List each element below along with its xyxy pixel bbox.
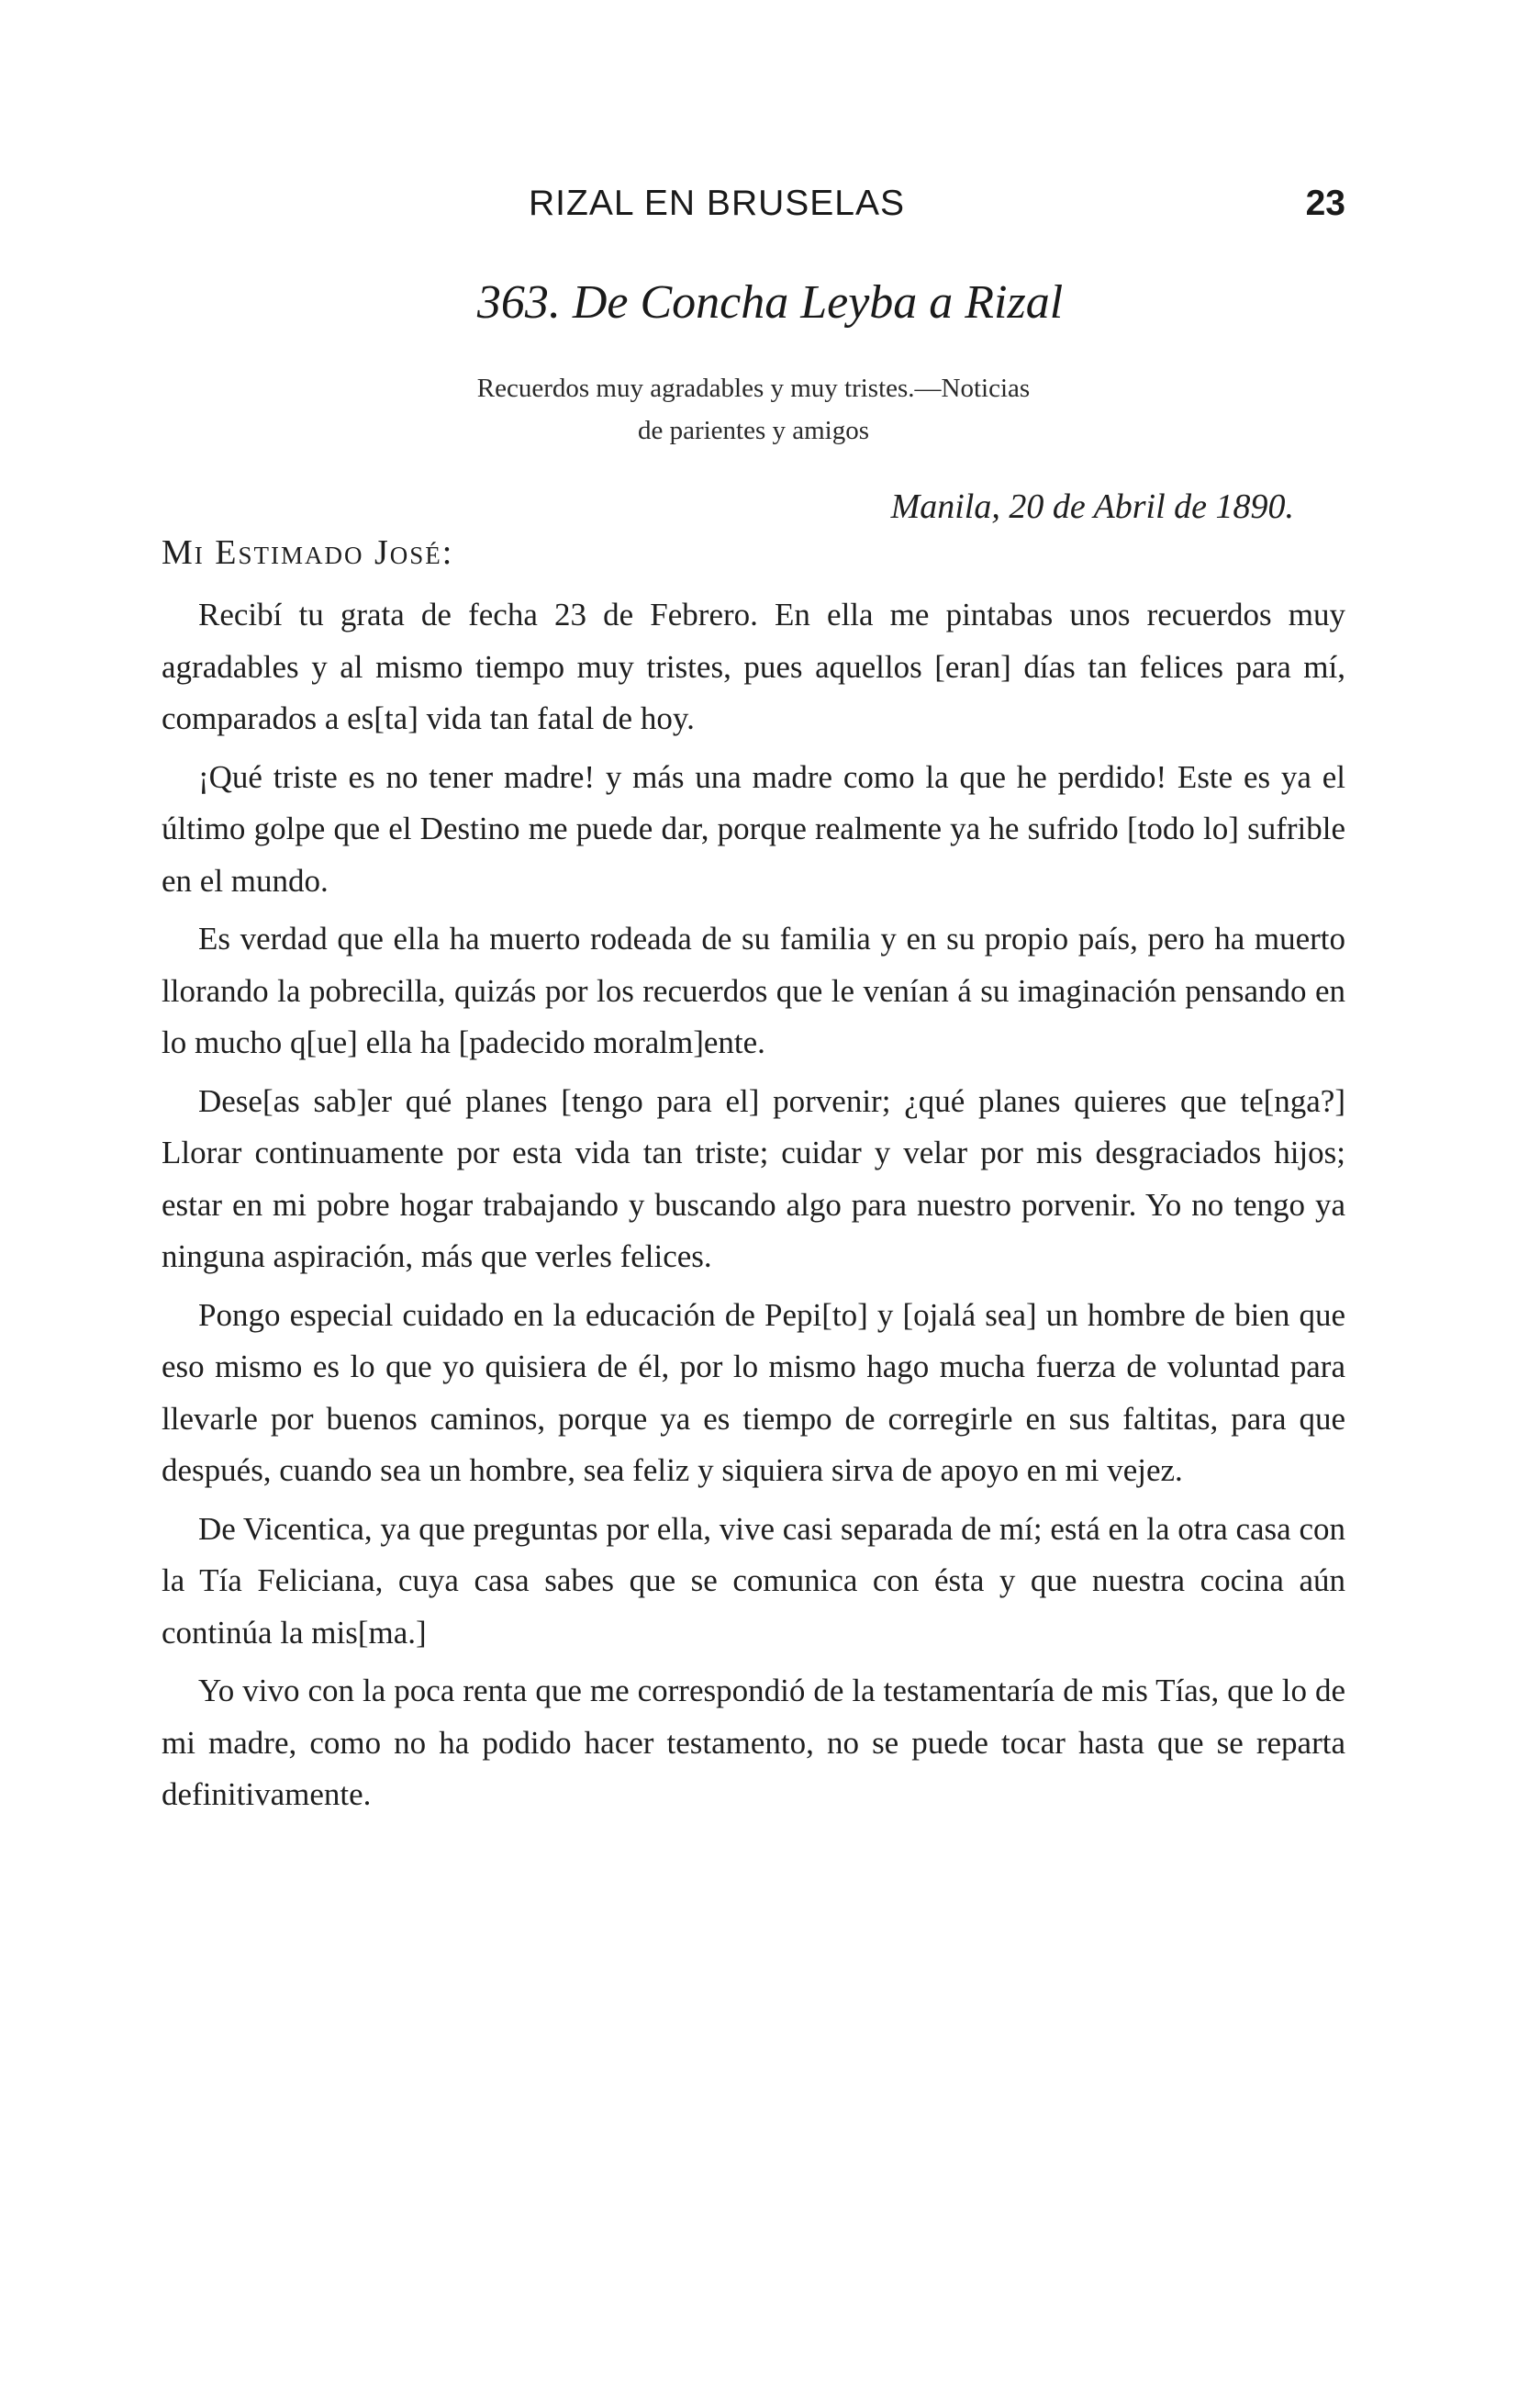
- paragraph: ¡Qué triste es no tener madre! y más una madre como la que he perdido! Este es ya el último golpe que el Destino me puede dar, porque realmente ya he sufrido [todo lo] sufrible en el mundo.: [162, 758, 1345, 899]
- running-head: [162, 184, 1345, 239]
- letter-number: 363.: [476, 276, 561, 329]
- running-title: RIZAL EN BRUSELAS: [529, 184, 906, 223]
- letter-body: [162, 589, 1345, 1828]
- salutation: Mi Estimado José:: [162, 533, 454, 572]
- paragraph: Dese[as sab]er qué planes [tengo para el] porvenir; ¿qué planes quieres que te[nga?] Llorar continuamente por esta vida tan triste; cuidar y velar por mis desgraciados hijos; estar en mi pobre hogar trabajando y buscando algo para nuestro porvenir. Yo no tengo ya ninguna aspiración, más que verles felices.: [162, 1082, 1345, 1274]
- paragraph: Yo vivo con la poca renta que me correspondió de la testamentaría de mis Tías, que lo de mi madre, como no ha podido hacer testamento, no se puede tocar hasta que se reparta definitivamente.: [162, 1673, 1345, 1812]
- summary-line: de parientes y amigos: [637, 416, 870, 445]
- letter-title: De Concha Leyba a Rizal: [572, 276, 1064, 329]
- paragraph: Recibí tu grata de fecha 23 de Febrero. En ella me pintabas unos recuerdos muy agradables y al mismo tiempo muy tristes, pues aquellos [eran] días tan felices para mí, comparados a es[ta] vida tan fatal de hoy.: [162, 597, 1345, 736]
- paragraph: Es verdad que ella ha muerto rodeada de su familia y en su propio país, pero ha muerto llorando la pobrecilla, quizás por los recuerdos que le venían á su imaginación pensando en lo mucho q[ue] ella ha [padecido moralm]ente.: [162, 921, 1345, 1060]
- summary-line: Recuerdos muy agradables y muy tristes.—Noticias: [476, 374, 1031, 403]
- letter-heading: [0, 275, 1540, 330]
- paragraph: De Vicentica, ya que preguntas por ella, vive casi separada de mí; está en la otra casa con la Tía Feliciana, cuya casa sabes que se comunica con ésta y que nuestra cocina aún continúa la mis[ma.]: [162, 1510, 1345, 1651]
- letter-summary: [162, 367, 1345, 452]
- page-number: 23: [1305, 184, 1345, 223]
- dateline: Manila, 20 de Abril de 1890.: [890, 487, 1294, 526]
- paragraph: Pongo especial cuidado en la educación de Pepi[to] y [ojalá sea] un hombre de bien que eso mismo es lo que yo quisiera de él, por lo mismo hago mucha fuerza de voluntad para llevarle por buenos caminos, porque ya es tiempo de corregirle en sus faltitas, para que después, cuando sea un hombre, sea feliz y siquiera sirva de apoyo en mi vejez.: [162, 1296, 1345, 1488]
